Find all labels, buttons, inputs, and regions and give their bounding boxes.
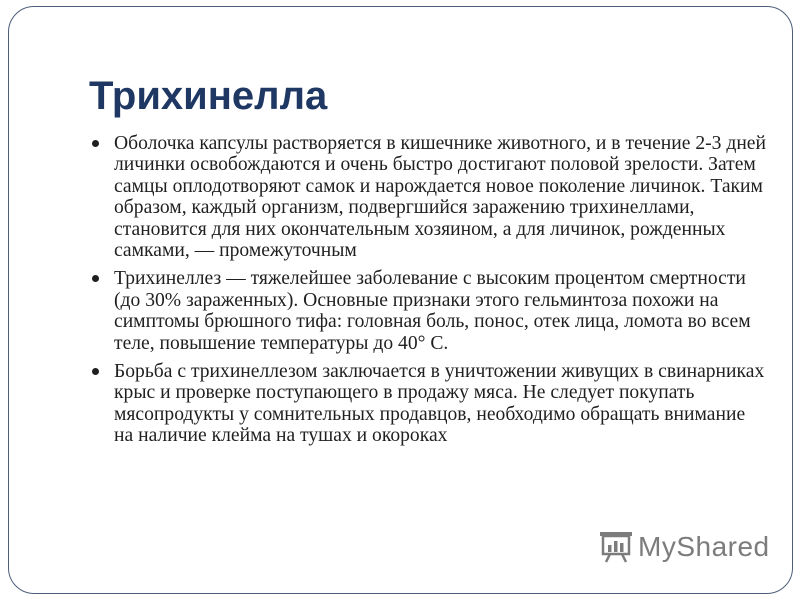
- bullet-item: [89, 133, 769, 261]
- presentation-board-icon: [598, 530, 634, 564]
- bullet-item: [89, 361, 769, 447]
- bullet-text: Трихинеллез — тяжелейшее заболевание с высоким процентом смертности (до 30% зараженных). Основные признаки этого гельминтоза похожи на симптомы брюшного тифа: головная боль, понос, отек лица, ломота во всем теле, повышение температуры до 40° С.: [114, 268, 751, 354]
- slide-frame: [8, 6, 793, 594]
- slide-title: Трихинелла: [89, 74, 328, 118]
- bullet-list: [89, 133, 769, 454]
- myshared-logo: [598, 530, 770, 564]
- logo-text: MyShared: [638, 531, 770, 562]
- bullet-dot-icon: [92, 275, 99, 282]
- bullet-text: Борьба с трихинеллезом заключается в уничтожении живущих в свинарниках крыс и проверке поступающего в продажу мяса. Не следует покупать мясопродукты у сомнительных продавцов, необходимо обращать внимание на наличие клейма на тушах и окороках: [114, 361, 765, 447]
- bullet-text: Оболочка капсулы растворяется в кишечнике животного, и в течение 2-3 дней личинки освобождаются и очень быстро достигают половой зрелости. Затем самцы оплодотворяют самок и нарождается новое поколение личинок. Таким образом, каждый организм, подвергшийся заражению трихинеллами, становится для них окончательным хозяином, а для личинок, рожденных самками, — промежуточным: [114, 133, 766, 262]
- bullet-item: [89, 268, 769, 354]
- bullet-dot-icon: [92, 140, 99, 147]
- bullet-dot-icon: [92, 368, 99, 375]
